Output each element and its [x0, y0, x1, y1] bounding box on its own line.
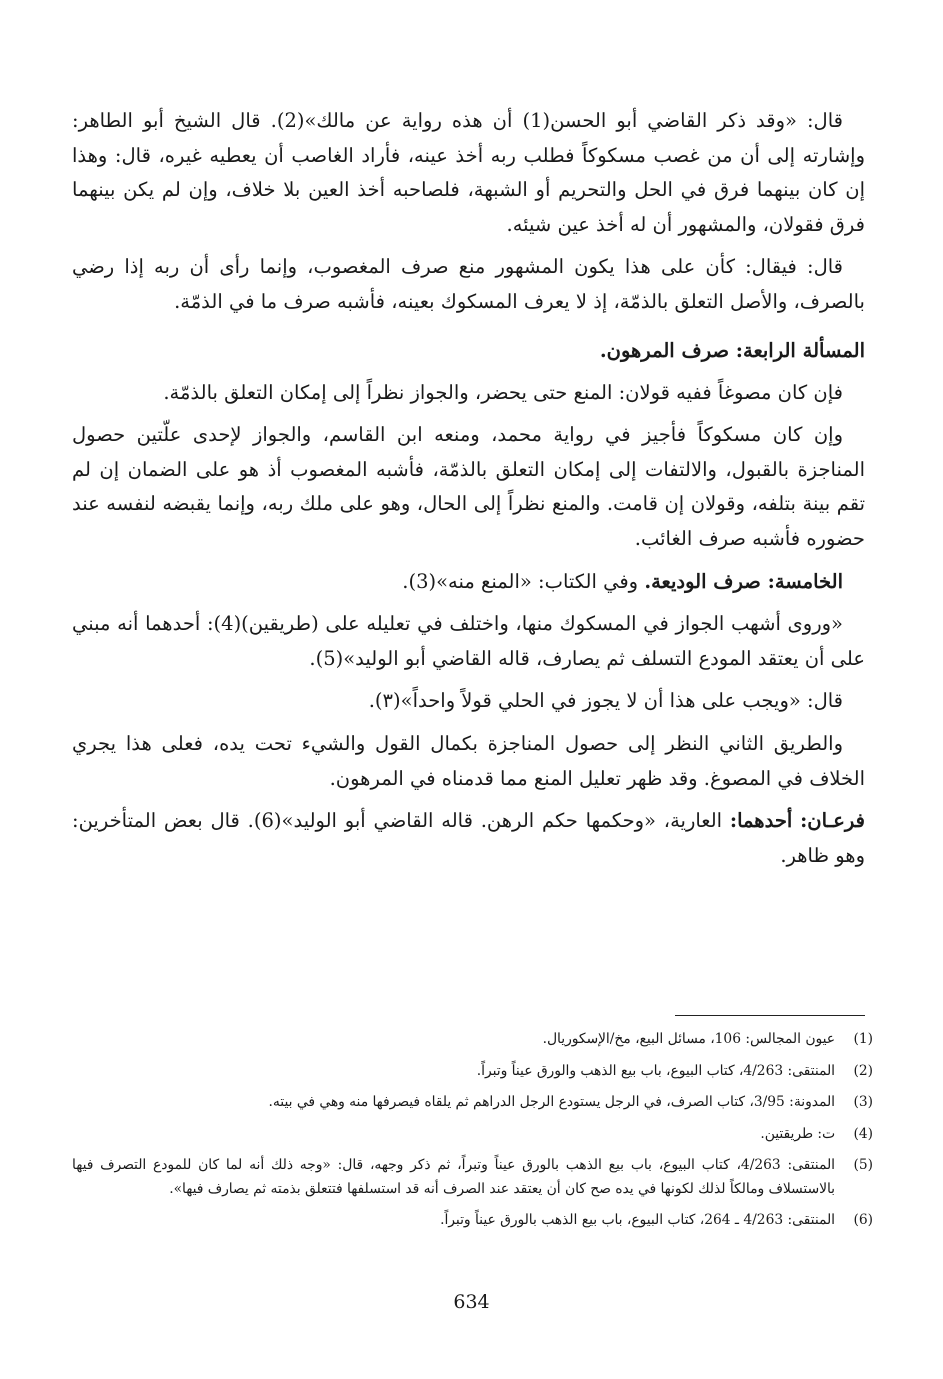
footnote-text: المنتقى: 4/263، كتاب البيوع، باب بيع الذهب والورق عيناً وتبراً.: [476, 1062, 835, 1079]
footnote: [72, 1028, 873, 1052]
paragraph-branches: [72, 804, 865, 873]
paragraph-branches-text: العارية، «وحكمها حكم الرهن. قاله القاضي أبو الوليد»(6). قال بعض المتأخرين: وهو ظاهر.: [72, 809, 865, 867]
paragraph-fifth-text: وفي الكتاب: «المنع منه»(3).: [402, 569, 645, 593]
footnote-separator: [675, 1015, 865, 1016]
footnote-number: (4): [853, 1125, 873, 1142]
footnote-number: (3): [853, 1094, 873, 1110]
paragraph-6: «وروى أشهب الجواز في المسكوك منها، واختلف في تعليله على (طريقين)(4): أحدهما أنه مبني على أن يعتقد المودع التسلف ثم يصارف، قاله القاضي أبو الوليد»(5).: [72, 612, 865, 670]
footnote-number: (2): [853, 1062, 873, 1079]
first-branch-label: أحدهما:: [729, 809, 793, 833]
footnote-text: المنتقى: 4/263، كتاب البيوع، باب بيع الذهب بالورق عيناً وتبراً، ثم ذكر وجهه، قال: «وجه ذلك أنه لما كان للمودع التصرف فيها بالاستسلاف ومالكاً لذلك لكونها في يده صح كان أن يعتقد عند الصرف أنه قد استسلفها فتتعلق بذمته ثم يصارف فيها».: [72, 1157, 835, 1197]
footnote-number: (1): [853, 1031, 873, 1047]
main-text: [72, 104, 865, 881]
footnote-number: (6): [853, 1212, 873, 1228]
page-number: 634: [453, 1291, 490, 1313]
section-heading-fifth: الخامسة: صرف الوديعة.: [644, 569, 843, 593]
paragraph-2: قال: فيقال: كأن على هذا يكون المشهور منع صرف المغصوب، وإنما رأى أن ربه إذا رضي بالصرف، والأصل التعلق بالذمّة، إذ لا يعرف المسكوك بعينه، فأشبه صرف ما في الذمّة.: [72, 255, 865, 313]
footnote: [72, 1154, 873, 1201]
branches-heading: فرعـان:: [800, 809, 865, 833]
footnote: [72, 1060, 873, 1084]
footnote: [72, 1091, 873, 1115]
paragraph-3: فإن كان مصوغاً ففيه قولان: المنع حتى يحضر، والجواز نظراً إلى إمكان التعلق بالذمّة.: [163, 380, 843, 404]
footnote: [72, 1209, 873, 1233]
footnote-text: المنتقى: 4/263 ـ 264، كتاب البيوع، باب بيع الذهب بالورق عيناً وتبراً.: [440, 1212, 835, 1228]
paragraph-4: وإن كان مسكوكاً فأجيز في رواية محمد، ومنعه ابن القاسم، والجواز لإحدى علّتين حصول المناجزة بالقبول، والالتفات إلى إمكان التعلق بالذمّة، فأشبه المغصوب أذ هو على الضمان إن لم تقم بينة بتلفه، وقولان إن قامت. والمنع نظراً إلى الحال، وهو على ملك ربه، وإنما يقبضه لنفسه عند حضوره فأشبه صرف الغائب.: [72, 423, 865, 550]
footnote: [72, 1123, 873, 1147]
paragraph-1: قال: «وقد ذكر القاضي أبو الحسن(1) أن هذه رواية عن مالك»(2). قال الشيخ أبو الطاهر: وإشارته إلى أن من غصب مسكوكاً فطلب ربه أخذ عينه، فأراد الغاصب أن يعطيه غيره، قال: وهذا إن كان بينهما فرق في الحل والتحريم أو الشبهة، فلصاحبه أخذ العين بلا خلاف، وإن لم يكن بينهما فرق فقولان، والمشهور أن له أخذ عين شيئه.: [72, 109, 865, 236]
footnote-number: (5): [853, 1157, 873, 1173]
paragraph-7: قال: «ويجب على هذا أن لا يجوز في الحلي قولاً واحداً»(٣).: [368, 689, 843, 713]
footnote-text: المدونة: 3/95، كتاب الصرف، في الرجل يستودع الرجل الدراهم ثم يلقاه فيصرفها منه وهي في بيته.: [268, 1094, 835, 1110]
paragraph-fifth: [72, 565, 865, 600]
section-heading-fourth: المسألة الرابعة: صرف المرهون.: [599, 338, 865, 362]
paragraph-8: والطريق الثاني النظر إلى حصول المناجزة بكمال القول والشيء تحت يده، فعلى هذا يجري الخلاف في المصوغ. وقد ظهر تعليل المنع مما قدمناه في المرهون.: [72, 731, 865, 790]
footnote-text: ت: طريقتين.: [760, 1125, 835, 1142]
footnotes: [72, 1028, 873, 1241]
footnote-text: عيون المجالس: 106، مسائل البيع، مخ/الإسكوريال.: [542, 1031, 835, 1047]
